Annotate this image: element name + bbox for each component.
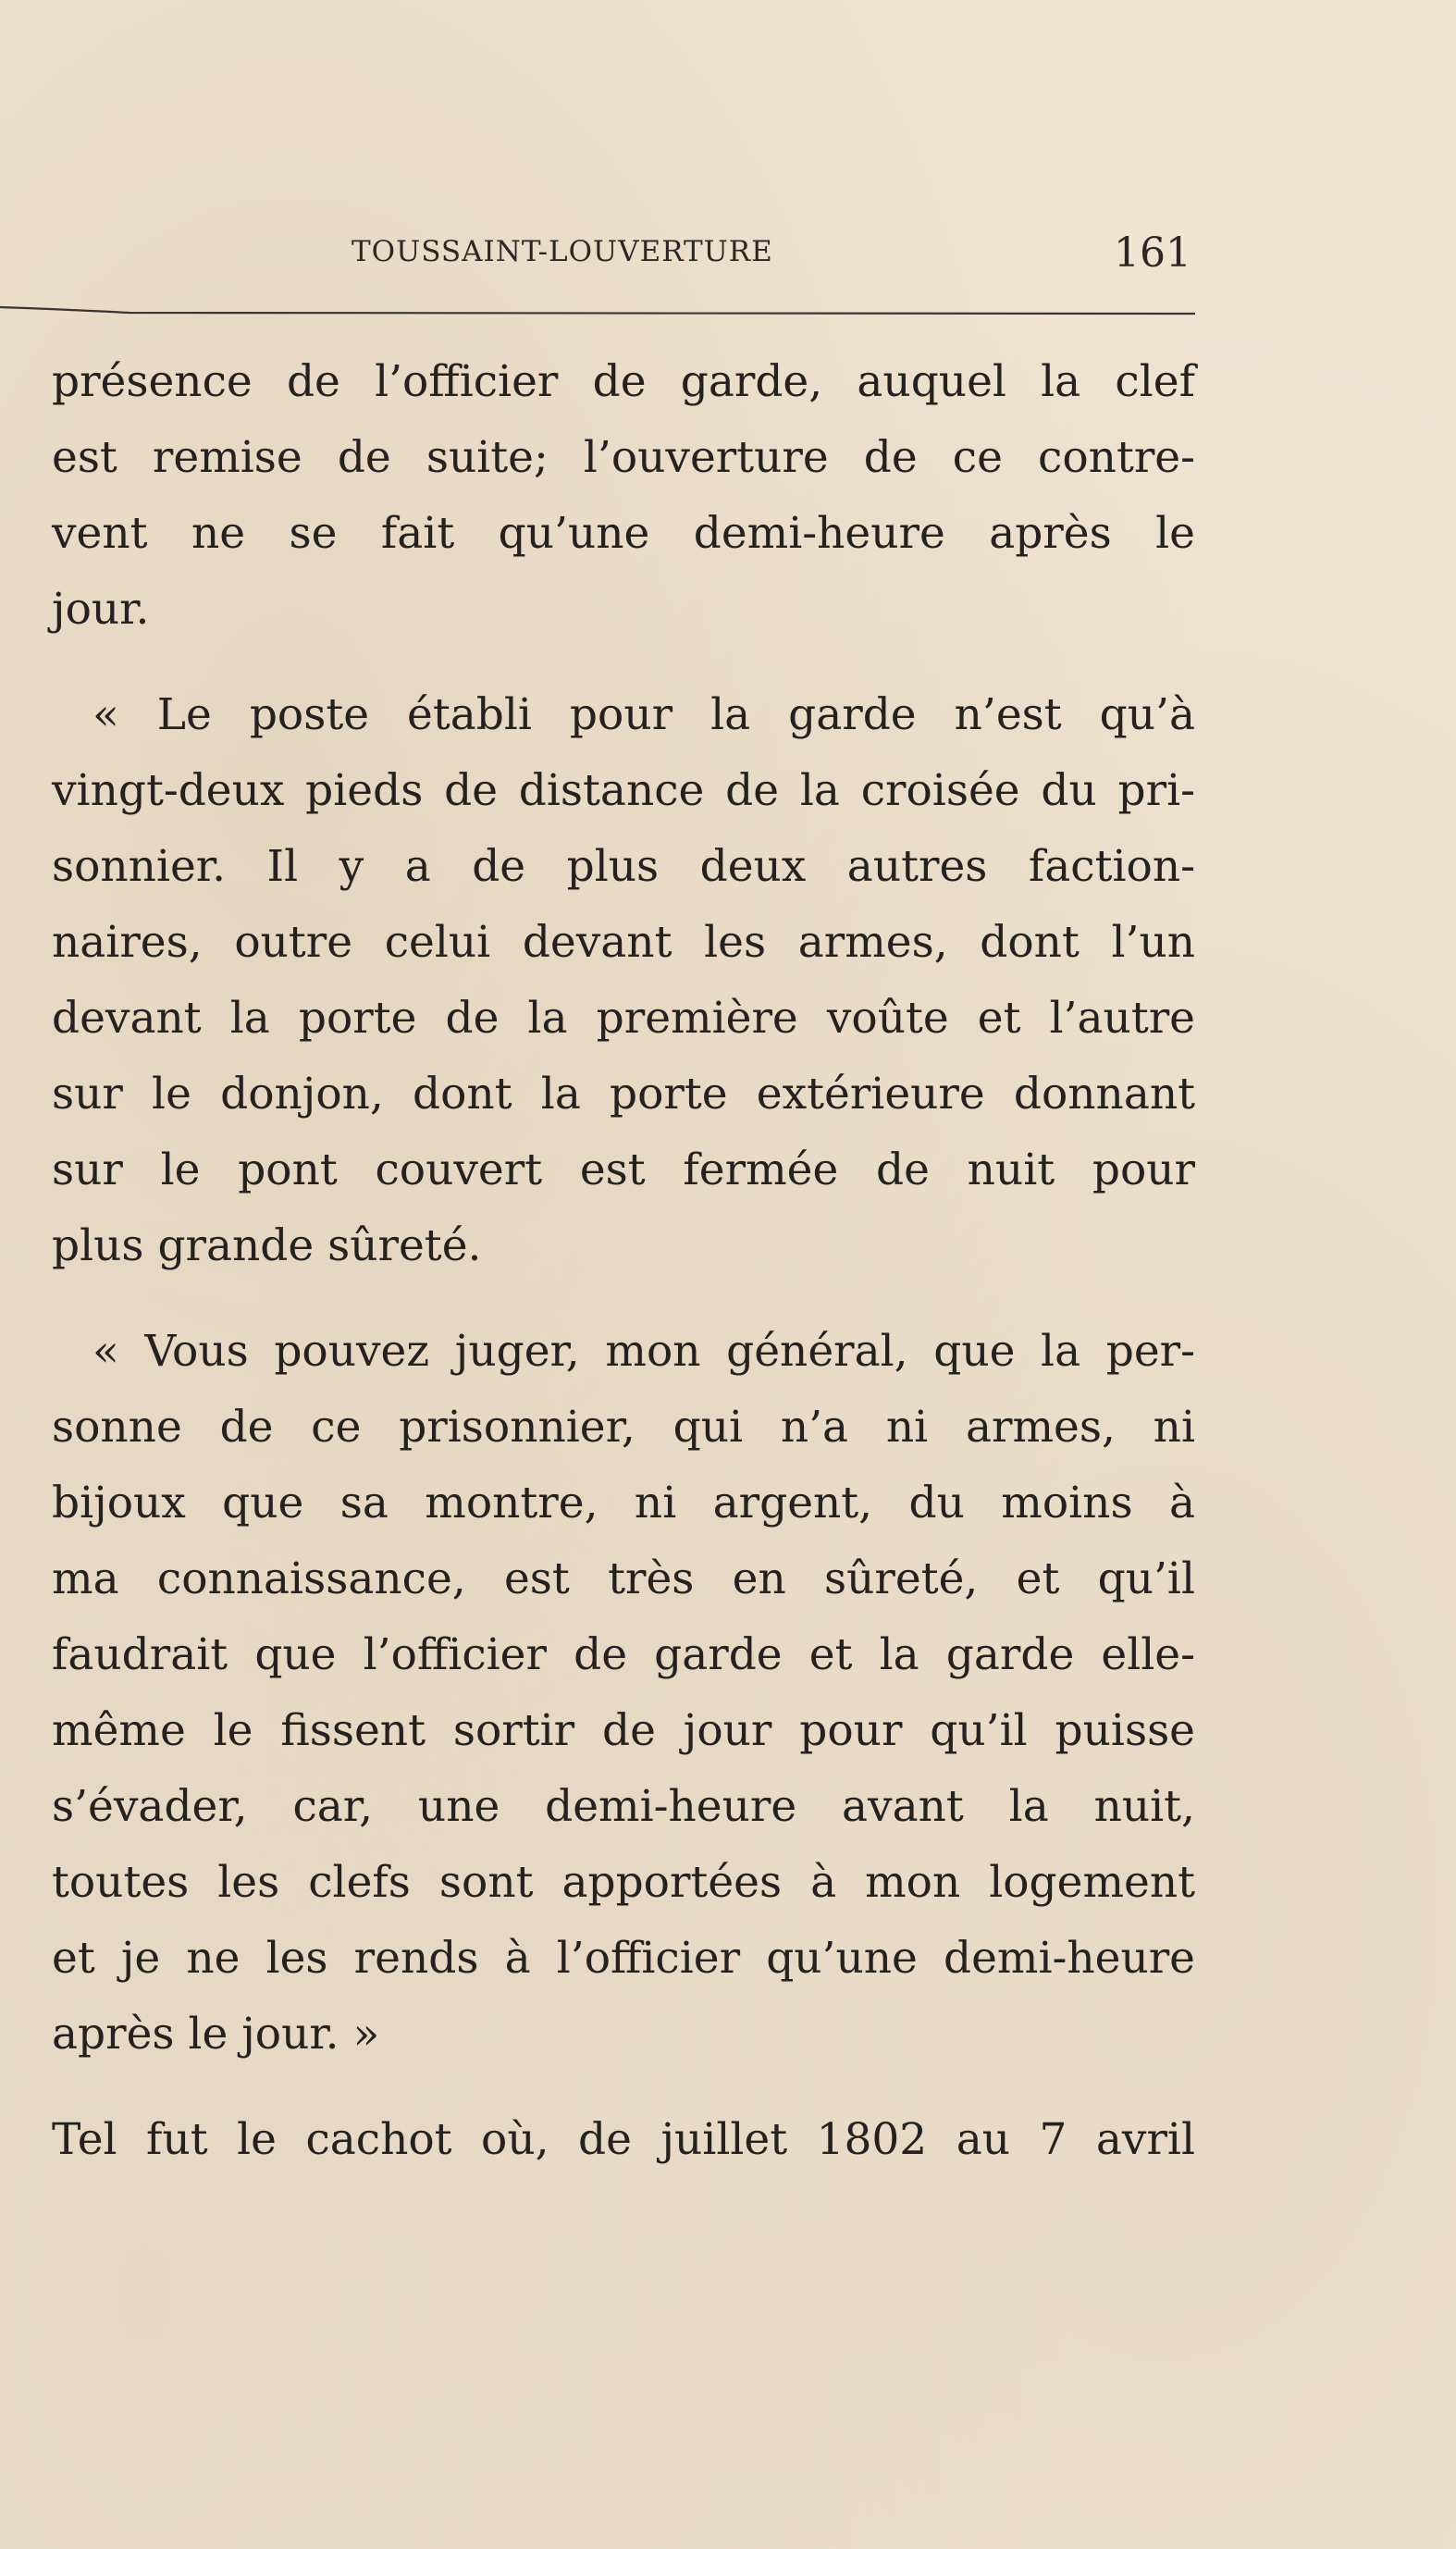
text-line: devant la porte de la première voûte et l’autre [52,993,1195,1044]
text-line: « Le poste établi pour la garde n’est qu’à [93,689,1195,740]
text-line: « Vous pouvez juger, mon général, que la per- [93,1326,1195,1377]
text-line: sur le donjon, dont la porte extérieure donnant [52,1069,1195,1120]
text-line: après le jour. » [52,2009,380,2060]
text-line: vingt-deux pieds de distance de la croisée du pri- [52,765,1195,816]
text-line: sur le pont couvert est fermée de nuit pour [52,1145,1195,1195]
text-line: naires, outre celui devant les armes, dont l’un [52,917,1195,968]
text-line: jour. [52,584,150,635]
text-line: Tel fut le cachot où, de juillet 1802 au 7 avril [52,2114,1195,2165]
header-rule [0,305,1195,316]
text-line: s’évader, car, une demi-heure avant la nuit, [52,1781,1195,1832]
text-line: vent ne se fait qu’une demi-heure après le [52,508,1195,559]
text-line: même le fissent sortir de jour pour qu’il puisse [52,1705,1195,1756]
text-line: bijoux que sa montre, ni argent, du moins à [52,1478,1195,1528]
text-line: sonnier. Il y a de plus deux autres faction- [52,841,1195,892]
text-line: sonne de ce prisonnier, qui n’a ni armes, ni [52,1402,1195,1453]
text-line: toutes les clefs sont apportées à mon logement [52,1857,1195,1908]
page-number: 161 [1114,229,1191,277]
text-line: et je ne les rends à l’officier qu’une demi-heure [52,1933,1195,1984]
body-text [52,344,1195,2178]
text-line: plus grande sûreté. [52,1220,482,1271]
text-line: présence de l’officier de garde, auquel la clef [52,356,1195,407]
text-line: ma connaissance, est très en sûreté, et qu’il [52,1553,1195,1604]
running-head [0,229,1203,285]
text-line: est remise de suite; l’ouverture de ce contre- [52,432,1195,483]
text-line: faudrait que l’officier de garde et la garde elle- [52,1629,1195,1680]
running-title: TOUSSAINT-LOUVERTURE [352,235,773,268]
